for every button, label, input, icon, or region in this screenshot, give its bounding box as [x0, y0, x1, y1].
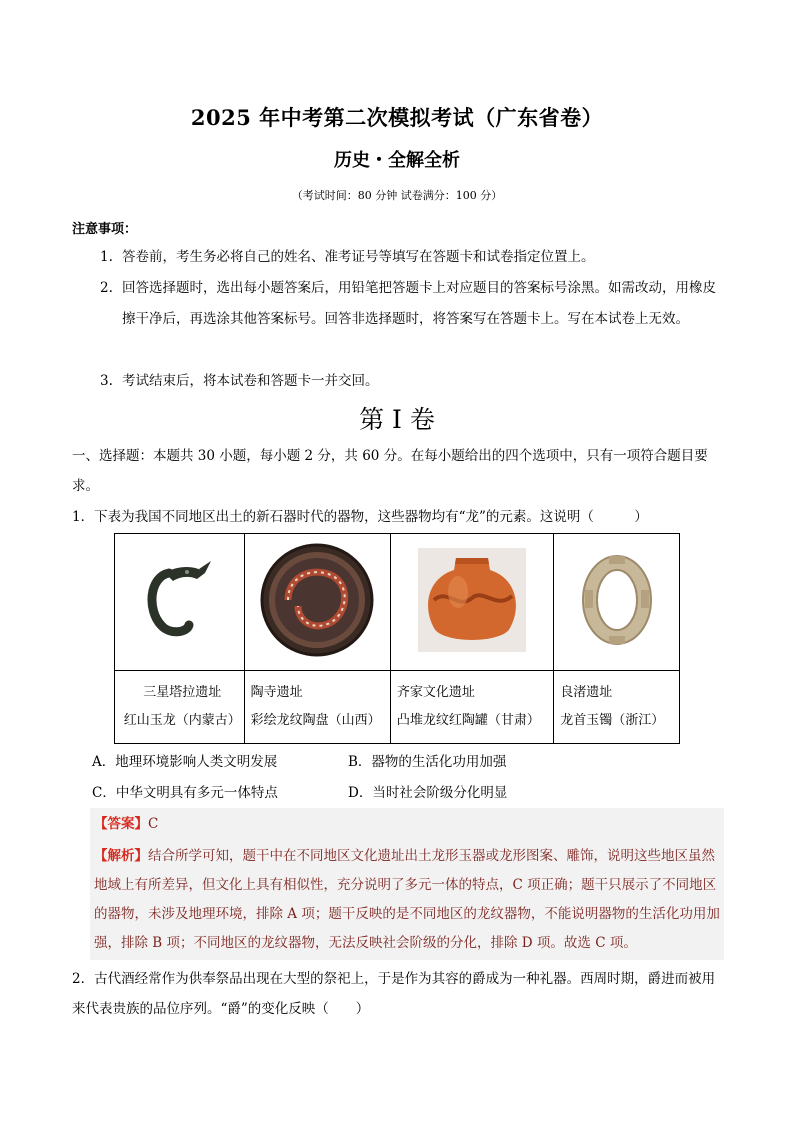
artifact-name: 凸堆龙纹红陶罐（甘肃） — [396, 713, 540, 728]
artifact-name: 红山玉龙（内蒙古） — [123, 713, 241, 728]
page-subtitle: 历史・全解全析 — [334, 150, 460, 171]
notice-item-text: 考试结束后，将本试卷和答题卡一并交回。 — [122, 373, 379, 389]
artifact-image-cell — [554, 534, 680, 671]
artifact-cell — [115, 671, 245, 744]
notice-item-3 — [100, 366, 724, 397]
artifact-site: 齐家文化遗址 — [396, 685, 475, 700]
red-pottery-jar-icon — [418, 548, 526, 652]
notice-item-number: 2. — [100, 280, 113, 296]
option-c: C．中华文明具有多元一体特点 — [92, 785, 278, 801]
artifact-image-cell — [115, 534, 245, 671]
notice-item-text: 回答选择题时，选出每小题答案后，用铅笔把答题卡上对应题目的答案标号涂黑。如需改动，用橡皮擦干净后，再选涂其他答案标号。回答非选择题时，将答案写在答题卡上。写在本试卷上无效。 — [122, 280, 716, 327]
section-title: 第 I 卷 — [359, 405, 435, 434]
part-intro: 一、选择题：本题共 30 小题，每小题 2 分，共 60 分。在每小题给出的四个选项中，只有一项符合题目要求。 — [72, 448, 708, 494]
jade-dragon-icon — [139, 555, 219, 645]
answer-label: 【答案】 — [94, 816, 148, 832]
notice-item-number: 1. — [100, 249, 113, 265]
answer-value: C — [148, 816, 159, 832]
analysis — [94, 842, 722, 958]
exam-info: （考试时间：80 分钟 试卷满分：100 分） — [291, 189, 503, 202]
artifact-name: 彩绘龙纹陶盘（山西） — [250, 713, 381, 728]
notice-item-1 — [100, 242, 724, 273]
artifact-image-cell — [390, 534, 553, 671]
artifact-image-row — [115, 534, 680, 671]
notice-item-number: 3. — [100, 373, 113, 389]
analysis-text: 结合所学可知，题干中在不同地区文化遗址出土龙形玉器或龙形图案、雕饰，说明这些地区虽然地域上有所差异，但文化上具有相似性，充分说明了多元一体的特点，C 项正确；题干只展示了不同地区的器物，未涉及地理环境，排除 A 项；题干反映的是不同地区的龙纹器物，不能说明器物的生活化功用加强，排除 B 项；不同地区的龙纹器物，无法反映社会阶级的分化，排除 D 项。故选 C 项。 — [94, 848, 720, 951]
option-b: B．器物的生活化功用加强 — [348, 754, 507, 770]
artifact-table — [114, 533, 680, 744]
artifact-cell — [390, 671, 553, 744]
notice-heading: 注意事项： — [72, 222, 138, 237]
notice-item-2 — [100, 273, 724, 335]
question-1-stem: 1．下表为我国不同地区出土的新石器时代的器物，这些器物均有“龙”的元素。这说明（ ） — [72, 509, 648, 525]
artifact-cell — [554, 671, 680, 744]
option-d: D．当时社会阶级分化明显 — [348, 785, 508, 801]
question-2-stem: 2．古代酒经常作为供奉祭品出现在大型的祭祀上，于是作为其容的爵成为一种礼器。西周时期，爵进而被用来代表贵族的品位序列。“爵”的变化反映（ ） — [72, 971, 716, 1017]
artifact-site: 三星塔拉遗址 — [143, 685, 222, 700]
option-a: A．地理环境影响人类文明发展 — [92, 754, 278, 770]
artifact-text-row — [115, 671, 680, 744]
artifact-site: 陶寺遗址 — [250, 685, 303, 700]
artifact-name: 龙首玉镯（浙江） — [560, 713, 665, 728]
analysis-label: 【解析】 — [94, 848, 148, 864]
notice-item-text: 答卷前，考生务必将自己的姓名、准考证号等填写在答题卡和试卷指定位置上。 — [122, 249, 595, 265]
artifact-cell — [244, 671, 390, 744]
painted-pottery-plate-icon — [258, 541, 376, 659]
jade-bracelet-icon — [577, 550, 657, 650]
artifact-site: 良渚遗址 — [560, 685, 613, 700]
answer-line — [94, 812, 158, 832]
page-title: 2025 年中考第二次模拟考试（广东省卷） — [190, 105, 604, 130]
artifact-image-cell — [244, 534, 390, 671]
